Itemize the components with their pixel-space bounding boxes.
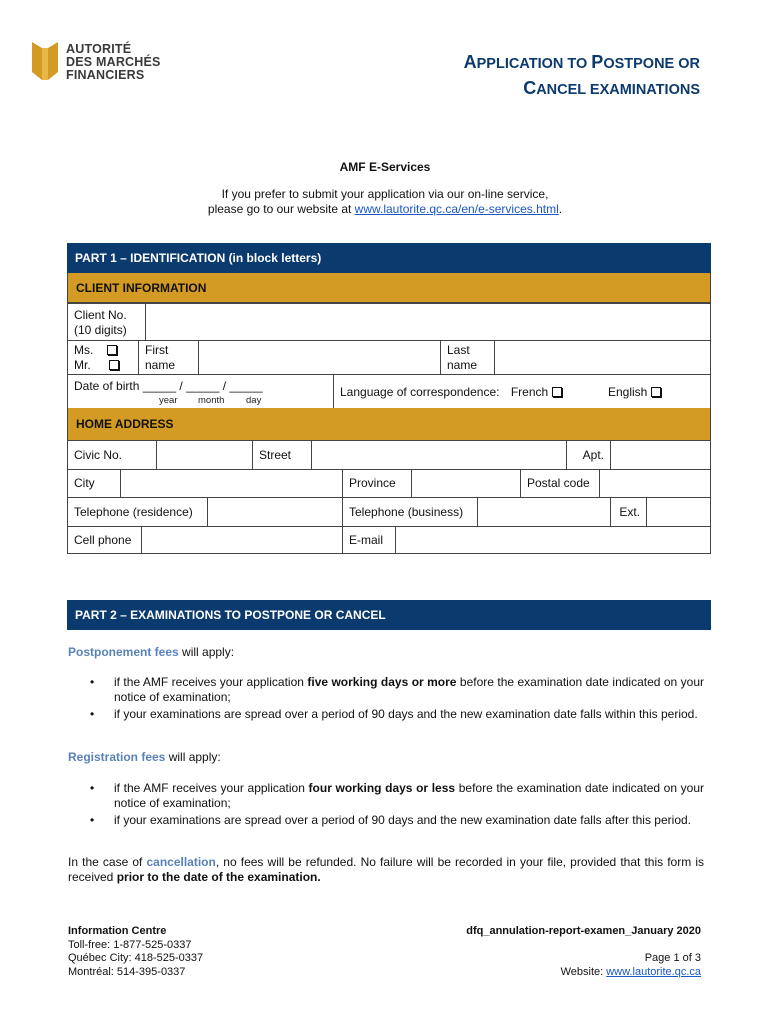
email-label: E-mail <box>342 526 396 554</box>
part2-header: PART 2 – EXAMINATIONS TO POSTPONE OR CANCEL <box>67 600 711 630</box>
extension-label: Ext. <box>610 497 647 527</box>
date-of-birth-field[interactable]: Date of birth _____ / _____ / _____ year month day <box>67 374 334 409</box>
mr-checkbox[interactable] <box>109 360 119 370</box>
province-label: Province <box>342 469 412 498</box>
apt-label: Apt. <box>566 440 611 470</box>
civic-no-field[interactable] <box>156 440 253 470</box>
postponement-intro: Postponement fees will apply: <box>68 645 235 659</box>
city-label: City <box>67 469 121 498</box>
postal-code-label: Postal code <box>520 469 600 498</box>
last-name-field[interactable] <box>494 340 711 375</box>
e-services-heading: AMF E-Services <box>339 160 431 174</box>
civic-no-label: Civic No. <box>67 440 157 470</box>
cancellation-paragraph: In the case of cancellation, no fees will be refunded. No failure will be recorded in your file, provided that this form is received prior to the date of the examination. <box>68 855 704 884</box>
document-code: dfq_annulation-report-examen_January 2020 <box>466 925 701 937</box>
language-row: Language of correspondence: French English <box>333 374 711 409</box>
english-checkbox[interactable] <box>651 387 661 397</box>
city-field[interactable] <box>120 469 343 498</box>
client-no-label: Client No. (10 digits) <box>67 303 146 341</box>
first-name-field[interactable] <box>198 340 441 375</box>
client-no-field[interactable] <box>145 303 711 341</box>
first-name-label: First name <box>138 340 199 375</box>
amf-logo-icon <box>30 42 60 80</box>
part1-header: PART 1 – IDENTIFICATION (in block letters) <box>67 243 711 273</box>
cell-phone-field[interactable] <box>141 526 343 554</box>
website-link[interactable]: www.lautorite.qc.ca <box>606 965 701 978</box>
extension-field[interactable] <box>646 497 711 527</box>
logo-wordmark: AUTORITÉ DES MARCHÉS FINANCIERS <box>66 42 161 82</box>
postponement-list <box>68 675 704 724</box>
home-address-header: HOME ADDRESS <box>67 408 711 441</box>
telephone-business-field[interactable] <box>477 497 611 527</box>
telephone-business-label: Telephone (business) <box>342 497 478 527</box>
postal-code-field[interactable] <box>599 469 711 498</box>
page-number: Page 1 of 3 <box>644 952 701 964</box>
list-item: • if the AMF receives your application four working days or less before the examination date indicated on your notice of examination; <box>68 781 704 811</box>
french-checkbox[interactable] <box>552 387 562 397</box>
province-field[interactable] <box>411 469 521 498</box>
list-item: • if your examinations are spread over a period of 90 days and the new examination date falls after this period. <box>68 813 704 828</box>
telephone-residence-field[interactable] <box>207 497 343 527</box>
registration-intro: Registration fees will apply: <box>68 750 221 764</box>
apt-field[interactable] <box>610 440 711 470</box>
list-item: • if your examinations are spread over a period of 90 days and the new examination date falls within this period. <box>68 707 704 722</box>
footer-contact: Information Centre Toll-free: 1-877-525-0337 Québec City: 418-525-0337 Montréal: 514-395-0337 <box>68 925 204 978</box>
last-name-label: Last name <box>440 340 495 375</box>
date-of-birth-label: Date of birth _____ / _____ / _____ <box>74 379 263 393</box>
registration-list <box>68 781 704 830</box>
street-label: Street <box>252 440 312 470</box>
e-services-intro: If you prefer to submit your application via our on-line service, please go to our website at www.lautorite.qc.ca/en/e-services.html. <box>207 187 563 216</box>
telephone-residence-label: Telephone (residence) <box>67 497 208 527</box>
e-services-link[interactable]: www.lautorite.qc.ca/en/e-services.html <box>354 202 559 216</box>
page-title: APPLICATION TO POSTPONE OR CANCEL EXAMINATIONS <box>463 52 700 98</box>
list-item: • if the AMF receives your application five working days or more before the examination date indicated on your notice of examination; <box>68 675 704 705</box>
cell-phone-label: Cell phone <box>67 526 142 554</box>
ms-checkbox[interactable] <box>107 345 117 355</box>
email-field[interactable] <box>395 526 711 554</box>
title-checkboxes: Ms. Mr. <box>67 340 139 375</box>
client-info-header: CLIENT INFORMATION <box>67 273 711 303</box>
footer-meta: dfq_annulation-report-examen_January 2020 Page 1 of 3 Website: www.lautorite.qc.ca <box>466 925 701 978</box>
street-field[interactable] <box>311 440 567 470</box>
